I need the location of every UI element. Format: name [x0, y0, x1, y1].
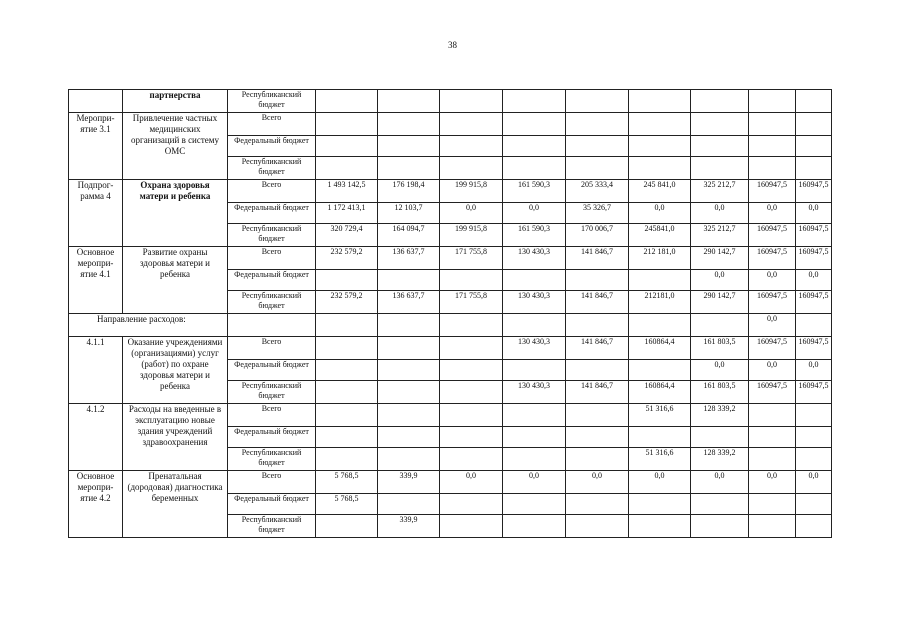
value-cell [378, 404, 440, 427]
value-cell [378, 494, 440, 515]
value-cell [440, 494, 503, 515]
value-cell: 164 094,7 [378, 224, 440, 247]
program-name: Привлечение частных медицинских организаций в систему ОМС [123, 113, 228, 180]
value-cell: 130 430,3 [503, 291, 566, 314]
value-cell [440, 337, 503, 360]
value-cell: 0,0 [749, 270, 796, 291]
funding-source: Всего [228, 113, 316, 136]
value-cell: 160947,5 [796, 224, 832, 247]
value-cell [440, 515, 503, 538]
value-cell: 0,0 [749, 203, 796, 224]
value-cell: 212181,0 [629, 291, 691, 314]
value-cell: 160947,5 [796, 180, 832, 203]
value-cell: 0,0 [691, 360, 749, 381]
value-cell [316, 90, 378, 113]
value-cell [378, 136, 440, 157]
value-cell: 0,0 [796, 360, 832, 381]
value-cell: 0,0 [503, 471, 566, 494]
value-cell: 5 768,5 [316, 494, 378, 515]
value-cell [440, 381, 503, 404]
table-row [69, 247, 832, 270]
value-cell [566, 90, 629, 113]
value-cell: 160864,4 [629, 337, 691, 360]
value-cell: 161 803,5 [691, 381, 749, 404]
value-cell: 0,0 [440, 203, 503, 224]
value-cell: 171 755,8 [440, 247, 503, 270]
funding-source: Федеральный бюджет [228, 136, 316, 157]
value-cell: 136 637,7 [378, 291, 440, 314]
value-cell: 245 841,0 [629, 180, 691, 203]
value-cell [629, 136, 691, 157]
value-cell [566, 448, 629, 471]
value-cell [629, 270, 691, 291]
value-cell [378, 314, 440, 337]
value-cell: 141 846,7 [566, 381, 629, 404]
value-cell [629, 494, 691, 515]
value-cell [796, 157, 832, 180]
value-cell: 232 579,2 [316, 291, 378, 314]
program-code [69, 90, 123, 113]
program-code: Подпрог-рамма 4 [69, 180, 123, 247]
value-cell: 0,0 [691, 203, 749, 224]
value-cell: 339,9 [378, 515, 440, 538]
value-cell: 0,0 [440, 471, 503, 494]
value-cell: 0,0 [691, 270, 749, 291]
value-cell [566, 270, 629, 291]
page-number: 38 [448, 40, 457, 50]
value-cell [749, 404, 796, 427]
value-cell: 1 493 142,5 [316, 180, 378, 203]
value-cell: 1 172 413,1 [316, 203, 378, 224]
value-cell: 160864,4 [629, 381, 691, 404]
funding-source: Всего [228, 180, 316, 203]
value-cell [316, 360, 378, 381]
program-name: Пренатальная (дородовая) диагностика беременных [123, 471, 228, 538]
value-cell [566, 157, 629, 180]
value-cell [440, 157, 503, 180]
value-cell [503, 113, 566, 136]
value-cell: 245841,0 [629, 224, 691, 247]
funding-source: Всего [228, 471, 316, 494]
value-cell: 171 755,8 [440, 291, 503, 314]
funding-source: Федеральный бюджет [228, 494, 316, 515]
value-cell [503, 360, 566, 381]
value-cell [440, 136, 503, 157]
value-cell [440, 448, 503, 471]
value-cell [629, 427, 691, 448]
funding-source: Республиканский бюджет [228, 515, 316, 538]
value-cell [316, 136, 378, 157]
value-cell: 339,9 [378, 471, 440, 494]
value-cell [316, 448, 378, 471]
program-name: партнерства [123, 90, 228, 113]
value-cell: 290 142,7 [691, 291, 749, 314]
funding-source: Федеральный бюджет [228, 360, 316, 381]
value-cell [503, 136, 566, 157]
value-cell: 160947,5 [749, 291, 796, 314]
value-cell [796, 494, 832, 515]
value-cell [503, 314, 566, 337]
value-cell [691, 427, 749, 448]
value-cell [749, 427, 796, 448]
value-cell [378, 381, 440, 404]
value-cell: 320 729,4 [316, 224, 378, 247]
value-cell [440, 113, 503, 136]
value-cell [503, 448, 566, 471]
value-cell: 128 339,2 [691, 448, 749, 471]
value-cell [440, 90, 503, 113]
value-cell [691, 157, 749, 180]
value-cell [796, 90, 832, 113]
value-cell [503, 270, 566, 291]
value-cell: 170 006,7 [566, 224, 629, 247]
value-cell: 160947,5 [749, 224, 796, 247]
value-cell [316, 314, 378, 337]
value-cell: 130 430,3 [503, 381, 566, 404]
value-cell [378, 90, 440, 113]
budget-table-body [69, 90, 832, 538]
value-cell: 325 212,7 [691, 224, 749, 247]
value-cell: 160947,5 [796, 381, 832, 404]
value-cell: 0,0 [629, 471, 691, 494]
value-cell [378, 113, 440, 136]
value-cell [503, 427, 566, 448]
value-cell [749, 515, 796, 538]
value-cell: 232 579,2 [316, 247, 378, 270]
value-cell: 51 316,6 [629, 448, 691, 471]
value-cell [566, 515, 629, 538]
value-cell [796, 113, 832, 136]
program-name: Оказание учреждениями (организациями) услуг (работ) по охране здоровья матери и ребенка [123, 337, 228, 404]
value-cell [316, 404, 378, 427]
value-cell [629, 515, 691, 538]
value-cell [566, 136, 629, 157]
value-cell [629, 90, 691, 113]
value-cell [691, 113, 749, 136]
value-cell: 290 142,7 [691, 247, 749, 270]
funding-source: Республиканский бюджет [228, 224, 316, 247]
value-cell: 161 590,3 [503, 224, 566, 247]
value-cell: 128 339,2 [691, 404, 749, 427]
table-row [69, 314, 832, 337]
value-cell: 325 212,7 [691, 180, 749, 203]
value-cell [691, 494, 749, 515]
funding-source: Федеральный бюджет [228, 427, 316, 448]
value-cell: 141 846,7 [566, 291, 629, 314]
value-cell [749, 90, 796, 113]
value-cell: 136 637,7 [378, 247, 440, 270]
funding-source: Всего [228, 404, 316, 427]
value-cell [378, 360, 440, 381]
value-cell [566, 427, 629, 448]
value-cell [566, 494, 629, 515]
value-cell [749, 494, 796, 515]
value-cell [316, 427, 378, 448]
value-cell [566, 404, 629, 427]
value-cell [440, 360, 503, 381]
value-cell [378, 427, 440, 448]
value-cell [566, 113, 629, 136]
value-cell: 160947,5 [749, 247, 796, 270]
program-code: 4.1.1 [69, 337, 123, 404]
value-cell [440, 314, 503, 337]
program-code: Основное меропри-ятие 4.1 [69, 247, 123, 314]
value-cell [796, 515, 832, 538]
value-cell: 51 316,6 [629, 404, 691, 427]
funding-source: Республиканский бюджет [228, 157, 316, 180]
value-cell [749, 448, 796, 471]
table-row [69, 113, 832, 136]
value-cell: 0,0 [796, 471, 832, 494]
value-cell [629, 314, 691, 337]
value-cell: 12 103,7 [378, 203, 440, 224]
value-cell: 141 846,7 [566, 337, 629, 360]
value-cell: 160947,5 [749, 381, 796, 404]
program-name: Развитие охраны здоровья матери и ребенка [123, 247, 228, 314]
table-row [69, 471, 832, 494]
value-cell: 160947,5 [749, 337, 796, 360]
value-cell [629, 157, 691, 180]
value-cell [316, 337, 378, 360]
value-cell: 0,0 [796, 203, 832, 224]
value-cell: 141 846,7 [566, 247, 629, 270]
value-cell: 160947,5 [796, 291, 832, 314]
value-cell [378, 448, 440, 471]
direction-label: Направление расходов: [69, 314, 228, 337]
value-cell [378, 157, 440, 180]
value-cell [316, 270, 378, 291]
table-row [69, 404, 832, 427]
value-cell [691, 314, 749, 337]
value-cell [566, 360, 629, 381]
value-cell [503, 157, 566, 180]
budget-table [68, 89, 832, 538]
value-cell [503, 494, 566, 515]
value-cell [440, 270, 503, 291]
value-cell [796, 448, 832, 471]
value-cell: 5 768,5 [316, 471, 378, 494]
value-cell [440, 427, 503, 448]
value-cell: 0,0 [629, 203, 691, 224]
value-cell: 161 590,3 [503, 180, 566, 203]
value-cell: 0,0 [503, 203, 566, 224]
value-cell: 0,0 [749, 314, 796, 337]
value-cell [749, 157, 796, 180]
table-row [69, 90, 832, 113]
funding-source: Республиканский бюджет [228, 291, 316, 314]
value-cell [749, 113, 796, 136]
value-cell [566, 314, 629, 337]
program-code: Основное меропри-ятие 4.2 [69, 471, 123, 538]
value-cell: 160947,5 [796, 247, 832, 270]
value-cell: 0,0 [749, 471, 796, 494]
value-cell: 176 198,4 [378, 180, 440, 203]
value-cell: 130 430,3 [503, 247, 566, 270]
funding-source: Республиканский бюджет [228, 90, 316, 113]
value-cell [691, 515, 749, 538]
value-cell: 0,0 [566, 471, 629, 494]
value-cell: 161 803,5 [691, 337, 749, 360]
value-cell [503, 404, 566, 427]
value-cell: 35 326,7 [566, 203, 629, 224]
value-cell [691, 136, 749, 157]
value-cell: 160947,5 [749, 180, 796, 203]
program-code: Меропри-ятие 3.1 [69, 113, 123, 180]
program-code: 4.1.2 [69, 404, 123, 471]
funding-source-cell [228, 314, 316, 337]
value-cell: 0,0 [796, 270, 832, 291]
value-cell: 160947,5 [796, 337, 832, 360]
program-name: Расходы на введенные в эксплуатацию новые здания учреждений здравоохранения [123, 404, 228, 471]
value-cell: 212 181,0 [629, 247, 691, 270]
table-row [69, 337, 832, 360]
value-cell [503, 90, 566, 113]
funding-source: Федеральный бюджет [228, 203, 316, 224]
value-cell [796, 404, 832, 427]
value-cell [316, 515, 378, 538]
value-cell: 199 915,8 [440, 224, 503, 247]
value-cell [796, 427, 832, 448]
value-cell [796, 136, 832, 157]
funding-source: Республиканский бюджет [228, 448, 316, 471]
value-cell [503, 515, 566, 538]
value-cell: 0,0 [691, 471, 749, 494]
value-cell [796, 314, 832, 337]
value-cell [316, 113, 378, 136]
value-cell: 0,0 [749, 360, 796, 381]
value-cell [440, 404, 503, 427]
value-cell [749, 136, 796, 157]
value-cell: 205 333,4 [566, 180, 629, 203]
funding-source: Федеральный бюджет [228, 270, 316, 291]
value-cell [378, 337, 440, 360]
value-cell [691, 90, 749, 113]
table-row [69, 180, 832, 203]
program-name: Охрана здоровья матери и ребенка [123, 180, 228, 247]
funding-source: Всего [228, 247, 316, 270]
value-cell [629, 113, 691, 136]
value-cell: 199 915,8 [440, 180, 503, 203]
funding-source: Всего [228, 337, 316, 360]
value-cell: 130 430,3 [503, 337, 566, 360]
value-cell [316, 157, 378, 180]
funding-source: Республиканский бюджет [228, 381, 316, 404]
value-cell [629, 360, 691, 381]
value-cell [316, 381, 378, 404]
value-cell [378, 270, 440, 291]
